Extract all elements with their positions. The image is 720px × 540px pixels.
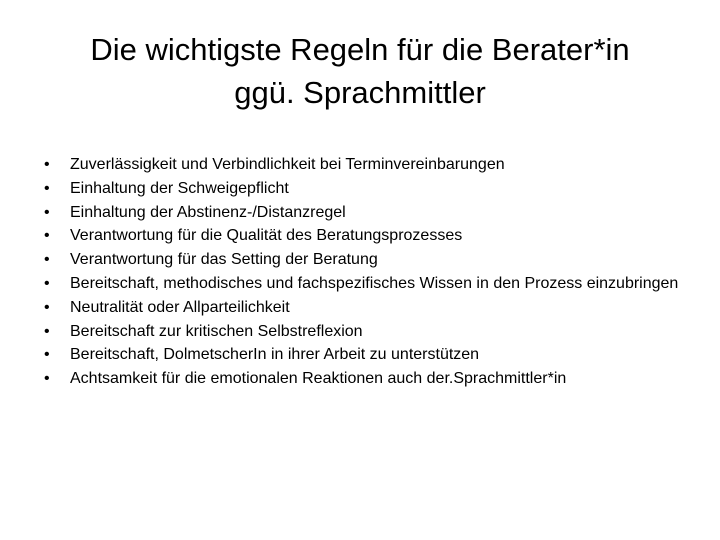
slide-title (30, 28, 690, 114)
bullet-item (44, 343, 684, 367)
bullet-text: Achtsamkeit für die emotionalen Reaktionen auch der.Sprachmittler*in (70, 370, 567, 388)
bullet-item (44, 367, 684, 391)
bullet-text: Bereitschaft zur kritischen Selbstreflexion (70, 322, 363, 340)
bullet-text: Zuverlässigkeit und Verbindlichkeit bei Terminvereinbarungen (70, 156, 505, 173)
bullet-list (44, 153, 684, 391)
bullet-item (44, 248, 684, 272)
bullet-dot: • (44, 156, 50, 173)
bullet-text: Bereitschaft, DolmetscherIn in ihrer Arbeit zu unterstützen (70, 346, 480, 364)
slide-title-line-2: ggü. Sprachmittler (234, 75, 486, 110)
bullet-dot: • (44, 274, 50, 292)
bullet-item (44, 320, 684, 344)
bullet-dot: • (44, 370, 50, 388)
bullet-text: Neutralität oder Allparteilichkeit (70, 298, 290, 316)
slide-title-line-1: Die wichtigste Regeln für die Berater*in (90, 32, 630, 67)
bullet-item (44, 201, 684, 225)
bullet-item (44, 296, 684, 320)
bullet-dot: • (44, 203, 50, 221)
bullet-dot: • (44, 298, 50, 316)
bullet-text: Einhaltung der Abstinenz-/Distanzregel (70, 203, 346, 221)
bullet-dot: • (44, 179, 50, 197)
bullet-dot: • (44, 227, 50, 245)
bullet-text: Bereitschaft, methodisches und fachspezifisches Wissen in den Prozess einzubringen (70, 274, 679, 292)
bullet-text: Verantwortung für die Qualität des Beratungsprozesses (70, 227, 463, 245)
bullet-dot: • (44, 251, 50, 269)
bullet-item (44, 272, 684, 296)
bullet-text: Verantwortung für das Setting der Beratung (70, 251, 378, 269)
bullet-item (44, 177, 684, 201)
bullet-dot: • (44, 322, 50, 340)
bullet-dot: • (44, 346, 50, 364)
bullet-item (44, 153, 684, 177)
bullet-text: Einhaltung der Schweigepflicht (70, 179, 289, 197)
bullet-item (44, 224, 684, 248)
